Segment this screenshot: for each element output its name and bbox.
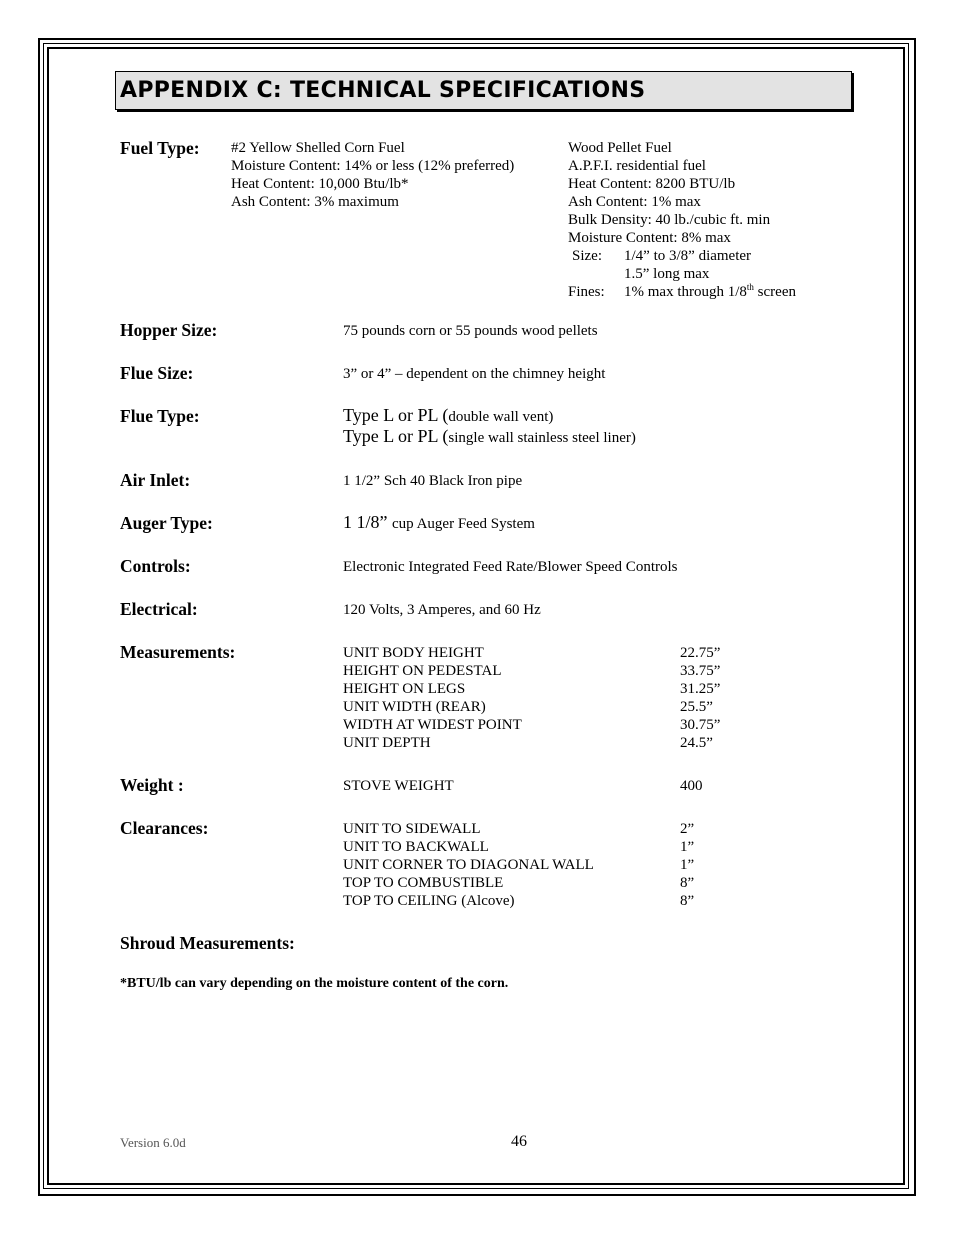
measurements-label: Measurements: [120,642,236,662]
auger-type-value: 1 1/8” cup Auger Feed System [343,512,535,532]
clearance-name: TOP TO COMBUSTIBLE [343,875,504,891]
weight-label: Weight : [120,775,184,795]
spec-line: Heat Content: 8200 BTU/lb [568,176,736,192]
controls-label: Controls: [120,556,191,576]
spec-line: Moisture Content: 14% or less (12% preferred) [231,158,515,174]
spec-line: Wood Pellet Fuel [568,140,672,156]
size-line-2 [568,265,770,283]
clearance-value: 1” [680,839,695,855]
clearances-label: Clearances: [120,818,209,838]
clearance-name: UNIT TO BACKWALL [343,839,489,855]
clearance-value: 8” [680,875,695,891]
fines-value: 1% max through 1/8th screen [624,282,796,300]
page-number: 46 [511,1133,527,1150]
electrical-value: 120 Volts, 3 Amperes, and 60 Hz [343,602,541,618]
spec-line: A.P.F.I. residential fuel [568,158,706,174]
size-value-1: 1/4” to 3/8” diameter [624,248,752,264]
hopper-size-label: Hopper Size: [120,320,218,340]
spec-line: Moisture Content: 8% max [568,230,731,246]
spec-line: Ash Content: 1% max [568,194,701,210]
spec-line: #2 Yellow Shelled Corn Fuel [231,140,405,156]
measurement-value: 24.5” [680,735,713,751]
measurement-value: 33.75” [680,663,721,679]
hopper-size-value: 75 pounds corn or 55 pounds wood pellets [343,323,598,339]
clearance-name: UNIT TO SIDEWALL [343,821,481,837]
measurement-name: UNIT WIDTH (REAR) [343,699,486,715]
clearances-names [343,820,594,910]
fines-line [568,282,796,301]
page-title: APPENDIX C: TECHNICAL SPECIFICATIONS [120,78,646,103]
spec-line: Ash Content: 3% maximum [231,194,399,210]
measurement-name: HEIGHT ON PEDESTAL [343,663,502,679]
btu-footnote: *BTU/lb can vary depending on the moisture content of the corn. [120,976,509,991]
spec-line: Bulk Density: 40 lb./cubic ft. min [568,212,771,228]
measurement-name: UNIT DEPTH [343,735,431,751]
size-line-1 [568,247,770,265]
clearance-name: TOP TO CEILING (Alcove) [343,893,515,909]
shroud-measurements-label: Shroud Measurements: [120,933,295,953]
electrical-label: Electrical: [120,599,198,619]
air-inlet-label: Air Inlet: [120,470,191,490]
controls-value: Electronic Integrated Feed Rate/Blower Speed Controls [343,559,678,575]
air-inlet-value: 1 1/2” Sch 40 Black Iron pipe [343,473,523,489]
measurements-values [680,644,720,752]
clearance-value: 2” [680,821,695,837]
measurement-name: HEIGHT ON LEGS [343,681,466,697]
fuel-type-label: Fuel Type: [120,138,200,158]
flue-size-value: 3” or 4” – dependent on the chimney height [343,366,606,382]
flue-type-label: Flue Type: [120,406,200,426]
flue-size-label: Flue Size: [120,363,194,383]
flue-type-line-2: Type L or PL (single wall stainless steel liner) [343,426,636,446]
measurement-value: 31.25” [680,681,721,697]
size-label: Size: [572,248,602,264]
measurements-names [343,644,522,752]
weight-name: STOVE WEIGHT [343,778,454,794]
measurement-value: 25.5” [680,699,713,715]
corn-fuel-specs [231,139,514,211]
fines-label: Fines: [568,284,605,300]
measurement-name: WIDTH AT WIDEST POINT [343,717,522,733]
page-title-box [115,71,852,110]
measurement-value: 30.75” [680,717,721,733]
weight-value: 400 [680,778,703,794]
wood-fuel-specs [568,139,796,301]
clearance-value: 1” [680,857,695,873]
measurement-value: 22.75” [680,645,721,661]
version-label: Version 6.0d [120,1135,186,1150]
size-value-2: 1.5” long max [624,266,710,282]
auger-type-label: Auger Type: [120,513,213,533]
measurement-name: UNIT BODY HEIGHT [343,645,484,661]
clearance-name: UNIT CORNER TO DIAGONAL WALL [343,857,594,873]
flue-type-line-1: Type L or PL (double wall vent) [343,405,554,425]
clearances-values [680,820,694,910]
clearance-value: 8” [680,893,695,909]
spec-line: Heat Content: 10,000 Btu/lb* [231,176,409,192]
